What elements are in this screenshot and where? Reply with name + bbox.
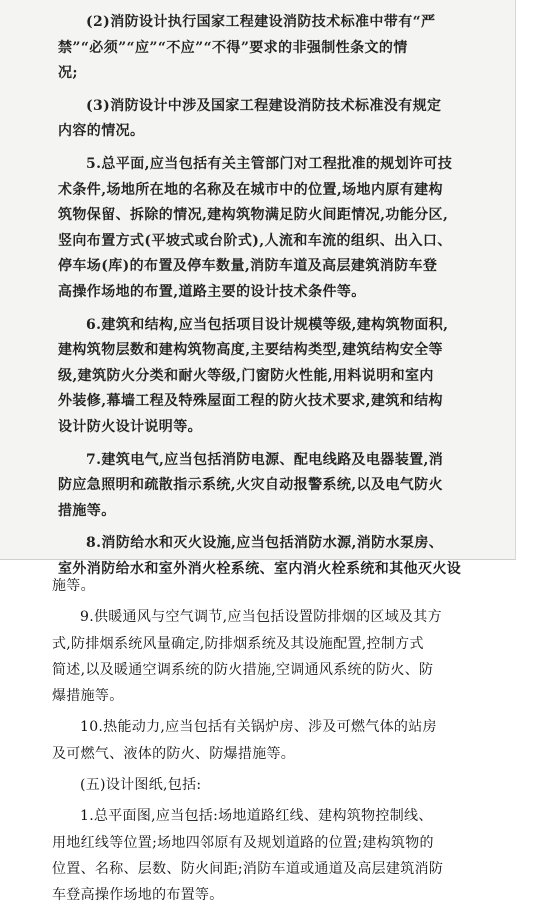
paragraph-item-3-line: (3)消防设计中涉及国家工程建设消防技术标准没有规定 bbox=[86, 97, 442, 114]
paragraph-architecture-line: 6.建筑和结构,应当包括项目设计规模等级,建构筑物面积, bbox=[86, 316, 449, 333]
paragraph-architecture-line: 外装修,幕墙工程及特殊屋面工程的防火技术要求,建筑和结构 bbox=[58, 393, 443, 410]
paragraph-architecture-line: 建构筑物层数和建构筑物高度,主要结构类型,建筑结构安全等 bbox=[58, 342, 443, 359]
paragraph-hvac-line: 式,防排烟系统风量确定,防排烟系统及其设施配置,控制方式 bbox=[52, 635, 424, 652]
paragraph-electrical-line: 措施等。 bbox=[58, 502, 116, 519]
paragraph-water-supply-line: 8.消防给水和灭火设施,应当包括消防水源,消防水泵房、 bbox=[86, 535, 444, 552]
paragraph-site-plan-line: 竖向布置方式(平坡式或台阶式),人流和车流的组织、出入口、 bbox=[58, 232, 452, 249]
paragraph-site-plan-drawing-line: 1.总平面图,应当包括:场地道路红线、建构筑物控制线、 bbox=[80, 808, 433, 825]
paragraph-site-plan-line: 停车场(库)的布置及停车数量,消防车道及高层建筑消防车登 bbox=[58, 258, 438, 275]
paragraph-item-2-line: 禁”“必须”“应”“不应”“不得”要求的非强制性条文的情 bbox=[58, 39, 408, 56]
paragraph-hvac-line: 简述,以及暖通空调系统的防火措施,空调通风系统的防火、防 bbox=[52, 661, 434, 678]
paragraph-water-supply-line: 室外消防给水和室外消火栓系统、室内消火栓系统和其他灭火设 bbox=[58, 560, 462, 577]
paragraph-site-plan-line: 术条件,场地所在地的名称及在城市中的位置,场地内原有建构 bbox=[58, 181, 443, 198]
paragraph-hvac-line: 爆措施等。 bbox=[52, 688, 124, 705]
paragraph-site-plan-line: 筑物保留、拆除的情况,建构筑物满足防火间距情况,功能分区, bbox=[58, 207, 449, 224]
paragraph-electrical-line: 7.建筑电气,应当包括消防电源、配电线路及电器装置,消 bbox=[86, 451, 444, 468]
paragraph-site-plan-line: 5.总平面,应当包括有关主管部门对工程批准的规划许可技 bbox=[86, 155, 453, 172]
paragraph-site-plan-drawing-line: 车登高操作场地的布置等。 bbox=[52, 887, 224, 904]
paragraph-item-2-line: 况; bbox=[58, 65, 78, 82]
paragraph-thermal-power-line: 10.热能动力,应当包括有关锅炉房、涉及可燃气体的站房 bbox=[80, 719, 437, 736]
paragraph-architecture-line: 设计防火设计说明等。 bbox=[58, 418, 202, 435]
paragraph-site-plan-drawing-line: 位置、名称、层数、防火间距;消防车道或通道及高层建筑消防 bbox=[52, 860, 444, 877]
paragraph-site-plan-line: 高操作场地的布置,道路主要的设计技术条件等。 bbox=[58, 283, 366, 300]
paragraph-item-3-line: 内容的情况。 bbox=[58, 123, 145, 140]
paragraph-item-2-line: (2)消防设计执行国家工程建设消防技术标准中带有“严 bbox=[86, 14, 436, 30]
paragraph-hvac-line: 9.供暖通风与空气调节,应当包括设置防排烟的区域及其方 bbox=[80, 609, 442, 626]
continued-page-text bbox=[52, 573, 502, 909]
paragraph-architecture-line: 级,建筑防火分类和耐火等级,门窗防火性能,用料说明和室内 bbox=[58, 367, 434, 384]
paragraph-thermal-power-line: 及可燃气、液体的防火、防爆措施等。 bbox=[52, 745, 296, 762]
section-heading-design-drawings: (五)设计图纸,包括: bbox=[80, 777, 202, 794]
scanned-page-text bbox=[58, 10, 498, 582]
paragraph-site-plan-drawing-line: 用地红线等位置;场地四邻原有及规划道路的位置;建构筑物的 bbox=[52, 834, 434, 851]
paragraph-water-supply-end: 施等。 bbox=[52, 578, 95, 594]
paragraph-electrical-line: 防应急照明和疏散指示系统,火灾自动报警系统,以及电气防火 bbox=[58, 477, 443, 494]
